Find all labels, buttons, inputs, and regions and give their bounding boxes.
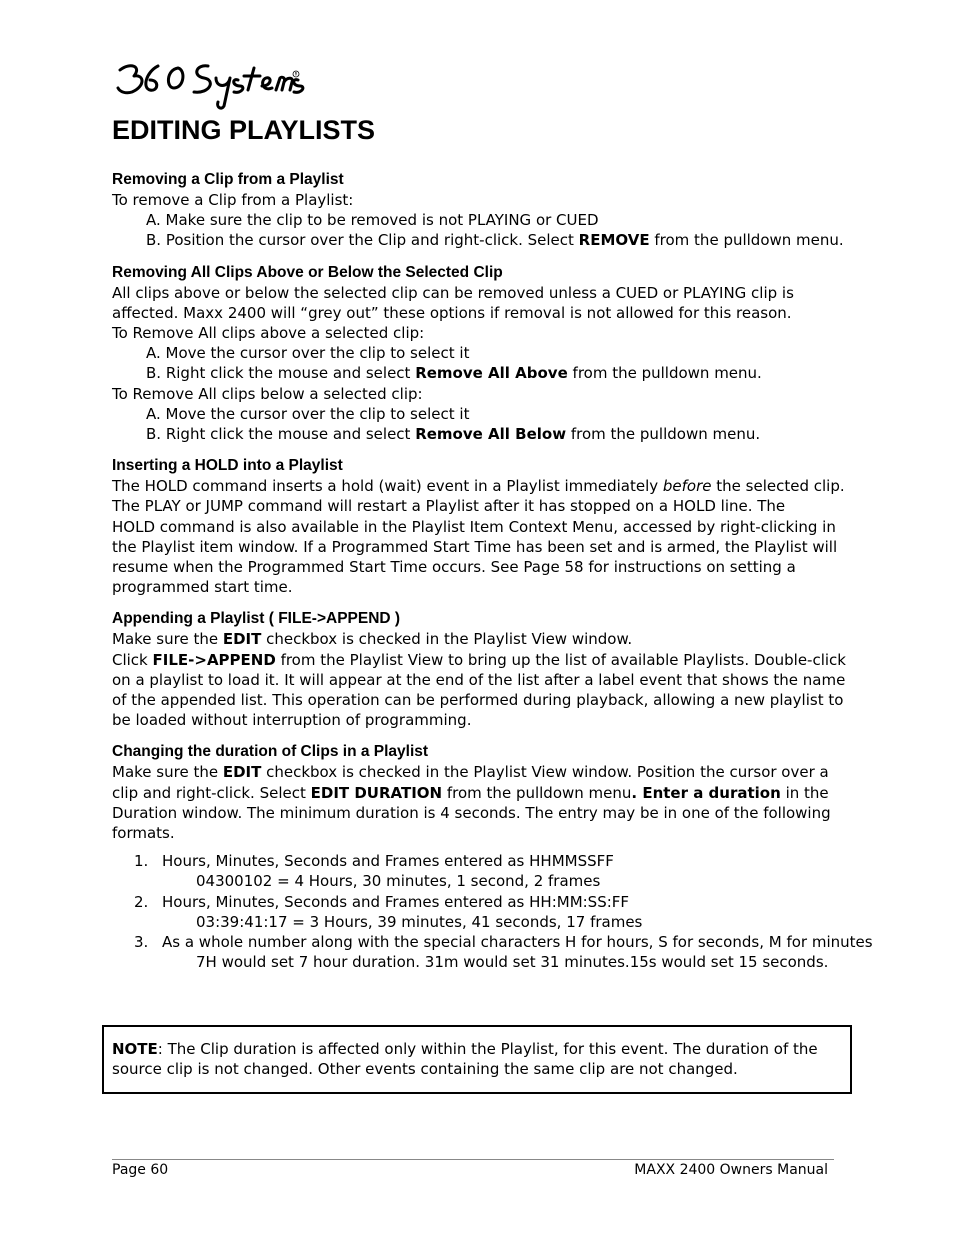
section-heading: Appending a Playlist ( FILE->APPEND ) (112, 610, 401, 628)
step-b: B. Right click the mouse and select Remove All Below from the pulldown menu. (146, 425, 761, 444)
paragraph: To remove a Clip from a Playlist: (112, 191, 354, 209)
paragraph-line: Duration window. The minimum duration is 4 seconds. The entry may be in one of the following (112, 803, 831, 822)
note-text: NOTE: The Clip duration is affected only within the Playlist, for this event. The duration of the source clip is not changed. Other events containing the same clip are not changed. (112, 1040, 818, 1079)
paragraph-line: Make sure the EDIT checkbox is checked in the Playlist View window. (112, 630, 633, 649)
note-label: NOTE (112, 1040, 158, 1058)
company-logo (112, 58, 312, 112)
paragraph-line: be loaded without interruption of programming. (112, 711, 472, 730)
paragraph-line: on a playlist to load it. It will appear at the end of the list after a label event that shows the name (112, 670, 846, 689)
paragraph: To Remove All clips below a selected clip: (112, 384, 423, 403)
manual-content (112, 170, 872, 985)
paragraph-line: resume when the Programmed Start Time occurs. See Page 58 for instructions on setting a (112, 558, 796, 577)
list-item: 1. Hours, Minutes, Seconds and Frames entered as HHMMSSFF (134, 852, 614, 871)
paragraph-line: The HOLD command inserts a hold (wait) event in a Playlist immediately before the selected clip. (112, 477, 845, 496)
paragraph-line: Click FILE->APPEND from the Playlist View to bring up the list of available Playlists. Double-click (112, 650, 846, 669)
format-list (112, 851, 872, 972)
page-number: Page 60 (112, 1162, 169, 1178)
paragraph-line: Make sure the EDIT checkbox is checked in the Playlist View window. Position the cursor over a (112, 763, 829, 782)
step-b: B. Position the cursor over the Clip and right-click. Select REMOVE from the pulldown menu. (146, 231, 844, 250)
note-box (102, 1025, 852, 1094)
step-a: A. Move the cursor over the clip to select it (146, 404, 470, 423)
paragraph-line: programmed start time. (112, 578, 293, 597)
section-heading: Changing the duration of Clips in a Playlist (112, 743, 429, 761)
list-item: 2. Hours, Minutes, Seconds and Frames entered as HH:MM:SS:FF (134, 892, 630, 911)
page-title: EDITING PLAYLISTS (112, 115, 376, 145)
list-item-example: 04300102 = 4 Hours, 30 minutes, 1 second, 2 frames (196, 872, 601, 891)
paragraph-line: affected. Maxx 2400 will “grey out” these options if removal is not allowed for this reason. (112, 303, 792, 322)
section-append (112, 609, 872, 730)
paragraph-line: formats. (112, 824, 175, 843)
paragraph-line: The PLAY or JUMP command will restart a Playlist after it has stopped on a HOLD line. The (112, 497, 786, 516)
list-item-example: 03:39:41:17 = 3 Hours, 39 minutes, 41 seconds, 17 frames (196, 912, 643, 931)
paragraph-line: clip and right-click. Select EDIT DURATION from the pulldown menu. Enter a duration in the (112, 783, 829, 802)
paragraph-line: the Playlist item window. If a Programmed Start Time has been set and is armed, the Playlist will (112, 537, 838, 556)
manual-title: MAXX 2400 Owners Manual (634, 1162, 828, 1178)
section-remove-all (112, 263, 872, 445)
svg-text:R: R (294, 71, 298, 77)
section-remove-clip (112, 170, 872, 251)
step-a: A. Move the cursor over the clip to select it (146, 344, 470, 363)
paragraph-line: HOLD command is also available in the Playlist Item Context Menu, accessed by right-clicking in (112, 517, 836, 536)
paragraph-line: of the appended list. This operation can be performed during playback, allowing a new playlist to (112, 691, 844, 710)
section-heading: Removing All Clips Above or Below the Selected Clip (112, 263, 503, 281)
section-heading: Inserting a HOLD into a Playlist (112, 457, 343, 475)
footer-divider (112, 1159, 834, 1160)
step-b: B. Right click the mouse and select Remove All Above from the pulldown menu. (146, 364, 762, 383)
list-item-example: 7H would set 7 hour duration. 31m would set 31 minutes.15s would set 15 seconds. (196, 953, 829, 972)
step-a: A. Make sure the clip to be removed is not PLAYING or CUED (146, 211, 599, 230)
list-item: 3. As a whole number along with the special characters H for hours, S for seconds, M for minutes (134, 933, 873, 952)
section-duration (112, 742, 872, 972)
section-heading: Removing a Clip from a Playlist (112, 171, 344, 188)
section-hold (112, 456, 872, 597)
paragraph: To Remove All clips above a selected clip: (112, 324, 425, 343)
paragraph-line: All clips above or below the selected clip can be removed unless a CUED or PLAYING clip is (112, 283, 794, 302)
